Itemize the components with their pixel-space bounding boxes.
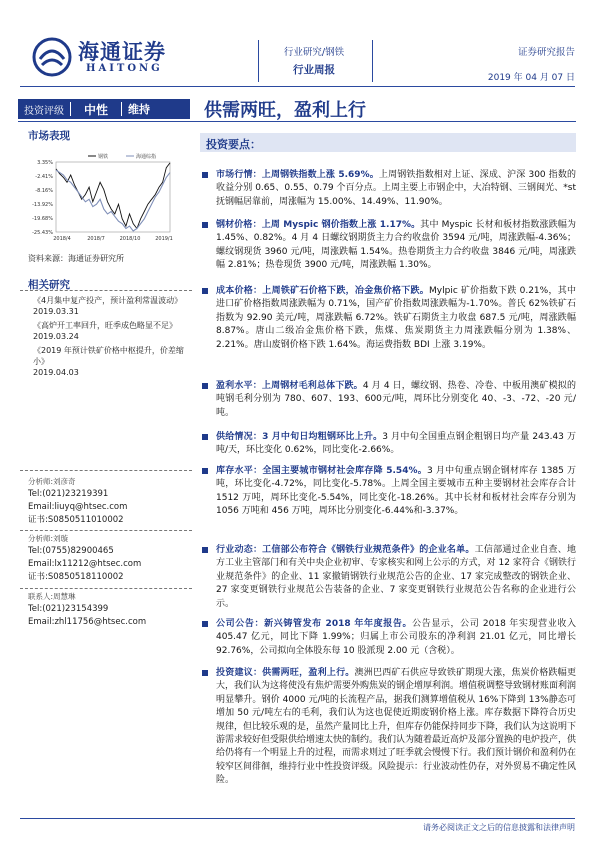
logo: [32, 34, 187, 80]
point-item: [216, 431, 576, 458]
rating-value: 中性: [83, 102, 108, 117]
point-text: Mylpic 矿价指数下跌 0.21%，其中进口矿价格指数周涨跌幅为 0.71%，国产矿价指数周涨跌幅为-1.70%。普氏 62%铁矿石指数为 92.90 美元/吨，周涨跌幅 6.72%。铁矿石期货主力收盘 687.5 元/吨，周涨跌幅 8.87%。唐山二级冶金焦价格下跌，焦煤、焦炭期货主力周涨跌幅分别为 1.38%、2.21%。唐山废钢价格下跌 1.64%。海运费指数 BDI 上涨 3.19%。: [216, 286, 576, 350]
footer-rule: [20, 818, 575, 819]
point-item: [216, 465, 576, 519]
point-lead: 成本价格：上周铁矿石价格下跌，冶金焦价格下跌。: [216, 286, 430, 296]
market-heading: 市场表现: [28, 130, 70, 142]
market-chart: [20, 150, 192, 250]
bullet-square-icon: [202, 621, 208, 627]
analyst-rule-1: [20, 470, 192, 471]
doc-type: 证券研究报告: [517, 47, 575, 58]
point-item: [216, 667, 576, 788]
y-tick-label: 3.35%: [37, 160, 53, 166]
chart-source: 资料来源：海通证券研究所: [28, 254, 124, 263]
analyst-card: 分析师:刘璇 Tel:(0755)82900465 Email:lx11212@htsec.com 证书:S0850518110002: [28, 534, 142, 582]
point-text: 工信部通过企业自查、地方工业主管部门和有关中央企业初审、专家核实和网上公示的方式，对 12 家符合《钢铁行业规范条件》的企业、11 家撤销钢铁行业规范公告的企业、17 家完成整改的钢铁企业、27 家变更钢铁行业规范公告装备的企业、7 家变更钢铁行业规范公告名称的企业进行公示。: [216, 545, 576, 609]
related-item[interactable]: 《高炉开工率回升，旺季成色略显不足》 2019.03.24: [33, 321, 177, 341]
header-vline-2: [372, 40, 373, 82]
point-text: 上周钢铁指数相对上证、深成、沪深 300 指数的收益分别 0.65、0.55、0.79 个百分点。上周主要上市钢企中，大冶特钢、三钢闽光、*st 抚钢幅居靠前，周涨幅为 15.00%、14.49%、11.90%。: [216, 170, 576, 207]
related-rule: [20, 290, 192, 291]
header-rule: [20, 86, 575, 87]
point-lead: 公司公告：新兴铸管发布 2018 年年度报告。: [216, 619, 413, 629]
bullet-square-icon: [202, 468, 208, 474]
point-lead: 供给情况：3 月中旬日均粗钢环比上升。: [216, 432, 383, 442]
bullet-square-icon: [202, 172, 208, 178]
x-tick-label: 2018/10: [119, 236, 141, 242]
point-item: [216, 285, 576, 352]
rating-change: 维持: [128, 103, 150, 116]
brand-name-en: HAITONG: [86, 63, 163, 74]
point-text: 其中 Myspic 长材和板材指数涨跌幅为 1.45%、0.82%。4 月 4 日螺纹钢期货主力合约收盘价 3594 元/吨，周涨跌幅-4.36%；螺纹钢现货 3960 元/吨，周涨跌幅 1.54%。热卷期货主力合约收盘 3846 元/吨，周涨跌幅 2.81%；热卷现货 3900 元/吨，周涨跌幅 1.30%。: [216, 220, 576, 271]
y-tick-label: -25.43%: [32, 230, 53, 236]
point-item: [216, 219, 576, 273]
point-item: [216, 169, 576, 209]
report-date: 2019 年 04 月 07 日: [487, 73, 575, 83]
bullet-square-icon: [202, 288, 208, 294]
point-lead: 投资建议：供需两旺，盈利上行。: [216, 668, 355, 678]
logo-mark-icon: [32, 37, 72, 77]
point-lead: 行业动态：工信部公布符合《钢铁行业规范条件》的企业名单。: [216, 545, 475, 555]
rating-bar: [18, 99, 190, 119]
market-chart-svg: [20, 150, 192, 250]
series-line-index: [56, 170, 170, 231]
point-item: [216, 618, 576, 658]
point-text: 公告显示，公司 2018 年实现营业收入 405.47 亿元，同比下降 1.99%；归属上市公司股东的净利润 21.01 亿元，同比增长 92.76%，公司拟向全体股东每 10 股派现 2.00 元（含税）。: [216, 619, 576, 656]
bullet-square-icon: [202, 547, 208, 553]
x-tick-label: 2019/1: [155, 236, 173, 242]
report-title: 供需两旺，盈利上行: [204, 100, 366, 121]
related-item[interactable]: 《4月集中复产投产，预计盈利常温波动》 2019.03.31: [33, 296, 183, 316]
point-item: [216, 380, 576, 420]
footer-disclaimer: 请务必阅读正文之后的信息披露和法律声明: [423, 823, 575, 832]
related-heading: 相关研究: [28, 279, 70, 291]
y-tick-label: -8.16%: [35, 188, 53, 194]
bullet-square-icon: [202, 670, 208, 676]
x-tick-label: 2018/7: [87, 236, 105, 242]
header-vline-1: [258, 40, 259, 82]
analyst-card: 分析师:刘彦奇 Tel:(021)23219391 Email:liuyq@htsec.com 证书:S0850511010002: [28, 477, 128, 525]
brand-name-cn: 海通证券: [78, 39, 166, 64]
point-lead: 盈利水平：上周钢材毛利总体下跌。: [216, 381, 363, 391]
analyst-rule-2: [20, 530, 192, 531]
points-heading: 投资要点：: [206, 138, 261, 151]
point-lead: 库存水平：全国主要城市钢材社会库存降 5.54%。: [216, 466, 428, 476]
bullet-square-icon: [202, 383, 208, 389]
point-lead: 市场行情：上周钢铁指数上涨 5.69%。: [216, 170, 379, 180]
analyst-rule-3: [20, 588, 192, 589]
y-tick-label: -13.92%: [32, 202, 53, 208]
x-tick-label: 2018/4: [53, 236, 71, 242]
point-text: 澳洲巴西矿石供应导致铁矿期现大涨，焦炭价格跌幅更大，我们认为这将使没有焦炉需要外购焦炭的钢企增厚利润。增值税调整导致钢材账面利润明显攀升。钢价 4000 元/吨的长流程产品，据我们测算增值税从 16%下降到 13%静态可增加 50 元/吨左右的毛利，我们认为这也促使近期废钢价格上涨。库存数据下降符合历史规律，但比较乐观的是，虽然产量同比上升，但库存仍能保持同步下降，我们认为这说明下游需求较好但受限供给增速太快的制约。我们认为随着最近高炉及部分置换的电炉投产，供给仍将有一个明显上升的过程，而需求则过了旺季就会慢慢下行。我们预计钢价和盈利仍在较窄区间徘徊，维持行业中性投资评级。风险提示：行业波动性仍存，对外贸易不确定性风险。: [216, 668, 577, 786]
title-rule: [18, 121, 576, 122]
bullet-square-icon: [202, 222, 208, 228]
point-text: 3 月中旬重点钢企钢材库存 1385 万吨，环比变化-4.72%，同比变化-5.78%。上周全国主要城市五种主要钢材社会库存合计 1512 万吨，周环比变化-5.54%，同比变化-18.26%。其中长材和板材社会库存分别为 1056 万吨和 456 万吨，周环比分别变化-6.44%和-3.37%。: [216, 466, 576, 517]
point-lead: 钢材价格：上周 Myspic 钢价指数上涨 1.17%。: [216, 220, 421, 230]
point-item: [216, 544, 576, 611]
contact-card: 联系人:周慧琳 Tel:(021)23154399 Email:zhl11756@htsec.com: [28, 592, 147, 627]
rating-label: 投资评级: [24, 105, 64, 117]
point-text: 4 月 4 日，螺纹钢、热卷、冷卷、中板用澳矿模拟的吨钢毛利分别为 780、607、193、600元/吨，周环比分别变化 40、-3、-72、-20 元/吨。: [216, 381, 576, 418]
related-item[interactable]: 《2019 年预计铁矿价格中枢提升，价差缩小》 2019.04.03: [33, 346, 184, 377]
report-type: 行业周报: [293, 64, 335, 76]
legend-label: 海通综指: [136, 154, 157, 160]
y-tick-label: -19.68%: [32, 216, 53, 222]
point-text: 3 月中旬全国重点钢企粗钢日均产量 243.43 万吨/天，环比变化 0.62%，同比变化-2.66%。: [216, 432, 576, 456]
bullet-square-icon: [202, 434, 208, 440]
series-line-steel: [56, 163, 170, 229]
legend-label: 钢铁: [98, 154, 109, 160]
related-list: [33, 295, 189, 378]
y-tick-label: -2.41%: [35, 174, 53, 180]
category: 行业研究/钢铁: [283, 47, 345, 58]
